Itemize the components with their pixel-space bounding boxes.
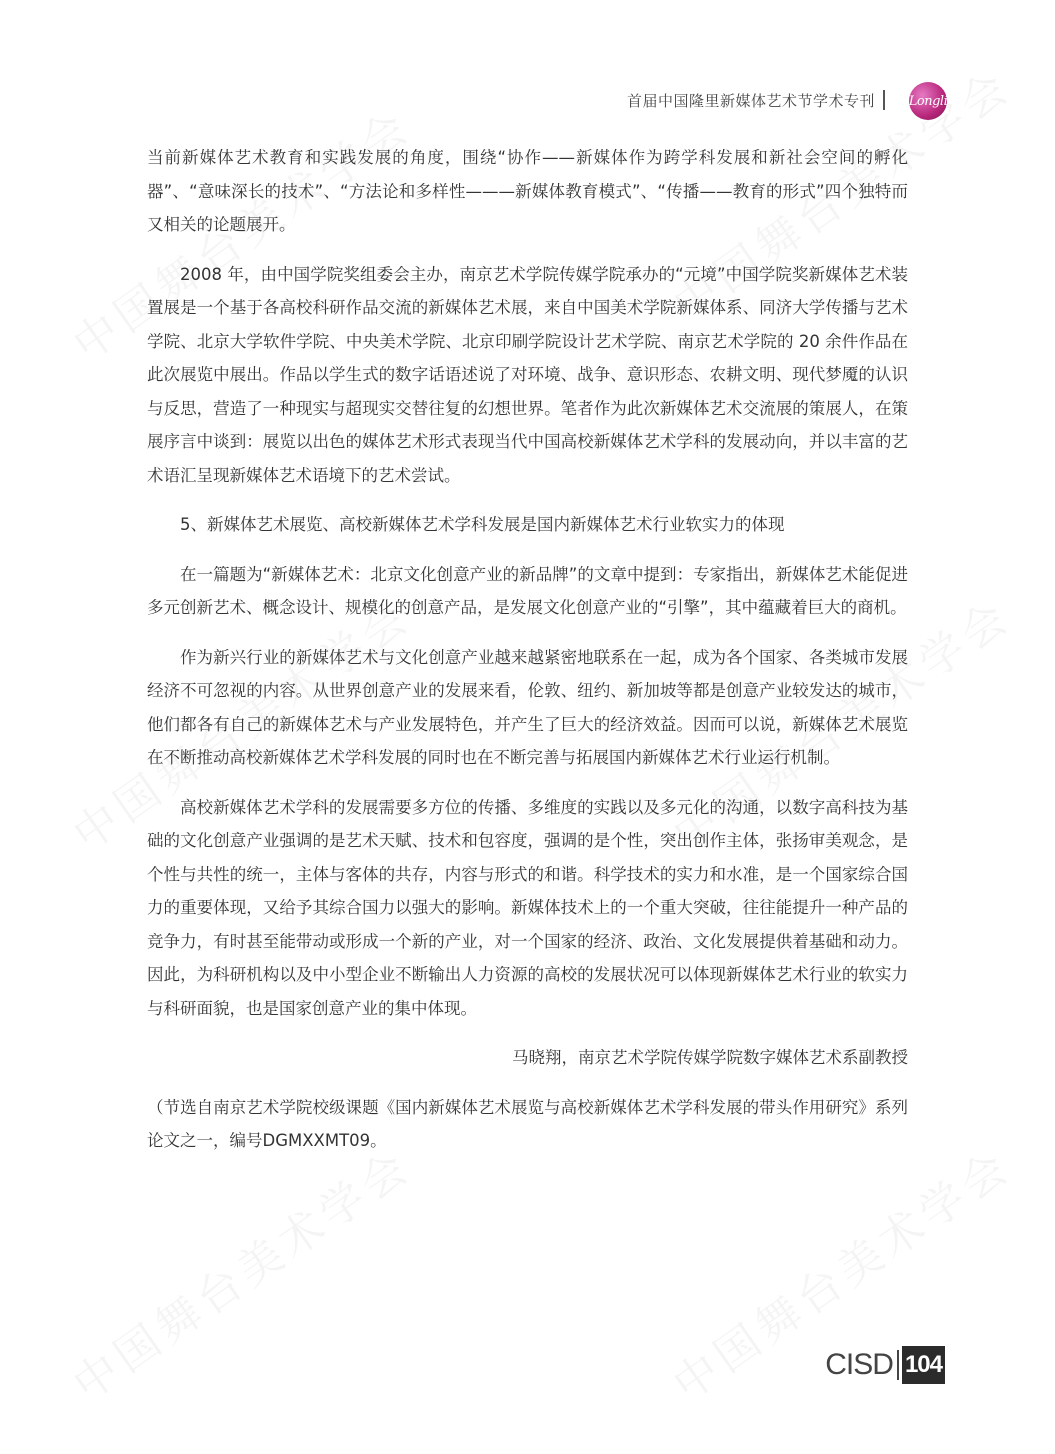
logo-text: Longli [908,93,948,109]
footer-brand: CISD [825,1348,893,1381]
page-footer [825,1346,945,1384]
paragraph: 在一篇题为“新媒体艺术：北京文化创意产业的新品牌”的文章中提到：专家指出，新媒体艺术能促进多元创新艺术、概念设计、规模化的创意产品，是发展文化创意产业的“引擎”，其中蕴藏着巨大的商机。 [147,564,908,617]
author-line: 马晓翔，南京艺术学院传媒学院数字媒体艺术系副教授 [512,1048,908,1067]
festival-logo-icon [909,82,947,120]
article-body [147,141,908,1174]
journal-title: 首届中国隆里新媒体艺术节学术专刊 [626,91,875,110]
footer-divider [897,1350,899,1380]
page-number: 104 [902,1346,945,1384]
paragraph: 2008 年，由中国学院奖组委会主办，南京艺术学院传媒学院承办的“元境”中国学院奖新媒体艺术装置展是一个基于各高校科研作品交流的新媒体艺术展，来自中国美术学院新媒体系、同济大学传播与艺术学院、北京大学软件学院、中央美术学院、北京印刷学院设计艺术学院、南京艺术学院的 20 余件作品在此次展览中展出。作品以学生式的数字话语述说了对环境、战争、意识形态、农耕文明、现代梦魇的认识与反思，营造了一种现实与超现实交替往复的幻想世界。笔者作为此次新媒体艺术交流展的策展人，在策展序言中谈到：展览以出色的媒体艺术形式表现当代中国高校新媒体艺术学科的发展动向，并以丰富的艺术语汇呈现新媒体艺术语境下的艺术尝试。 [147,264,908,485]
paragraph: 当前新媒体艺术教育和实践发展的角度，围绕“协作——新媒体作为跨学科发展和新社会空间的孵化器”、“意味深长的技术”、“方法论和多样性———新媒体教育模式”、“传播——教育的形式”四个独特而又相关的论题展开。 [147,148,908,234]
source-note: （节选自南京艺术学院校级课题《国内新媒体艺术展览与高校新媒体艺术学科发展的带头作用研究》系列论文之一，编号DGMXXMT09。 [147,1097,908,1150]
page-header [627,84,895,116]
header-divider [883,90,885,110]
paragraph: 高校新媒体艺术学科的发展需要多方位的传播、多维度的实践以及多元化的沟通，以数字高科技为基础的文化创意产业强调的是艺术天赋、技术和包容度，强调的是个性，突出创作主体，张扬审美观念，是个性与共性的统一，主体与客体的共存，内容与形式的和谐。科学技术的实力和水准，是一个国家综合国力的重要体现，又给予其综合国力以强大的影响。新媒体技术上的一个重大突破，往往能提升一种产品的竞争力，有时甚至能带动或形成一个新的产业，对一个国家的经济、政治、文化发展提供着基础和动力。因此，为科研机构以及中小型企业不断输出人力资源的高校的发展状况可以体现新媒体艺术行业的软实力与科研面貌，也是国家创意产业的集中体现。 [147,797,908,1018]
paragraph: 作为新兴行业的新媒体艺术与文化创意产业越来越紧密地联系在一起，成为各个国家、各类城市发展经济不可忽视的内容。从世界创意产业的发展来看，伦敦、纽约、新加坡等都是创意产业较发达的城市，他们都各有自己的新媒体艺术与产业发展特色，并产生了巨大的经济效益。因而可以说，新媒体艺术展览在不断推动高校新媒体艺术学科发展的同时也在不断完善与拓展国内新媒体艺术行业运行机制。 [147,647,908,767]
section-heading: 5、新媒体艺术展览、高校新媒体艺术学科发展是国内新媒体艺术行业软实力的体现 [180,515,785,534]
